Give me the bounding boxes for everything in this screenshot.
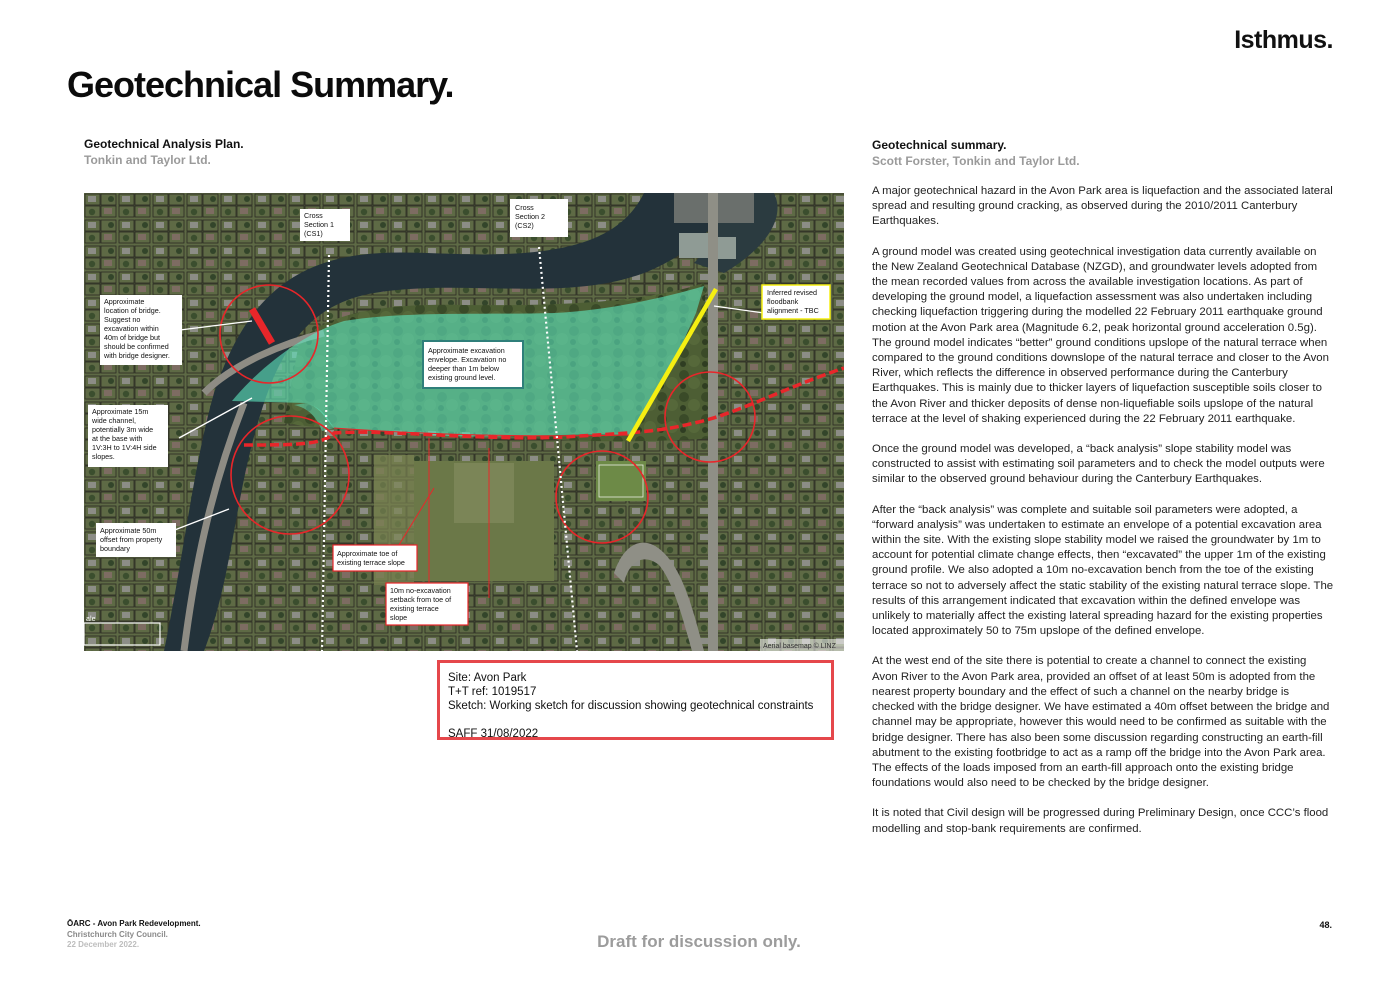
site-info-box — [437, 660, 834, 740]
sketch-date: SAFF 31/08/2022 — [448, 728, 539, 740]
svg-text:wide channel,: wide channel, — [92, 416, 136, 425]
svg-text:40m of bridge but: 40m of bridge but — [104, 333, 160, 342]
footer-date: 22 December 2022. — [67, 940, 140, 949]
summary-subtitle: Scott Forster, Tonkin and Taylor Ltd. — [872, 154, 1080, 168]
svg-text:floodbank: floodbank — [767, 297, 799, 306]
summary-paragraph: After the “back analysis” was complete and suitable soil parameters were adopted, a “forward analysis” was undertaken to estimate an envelope of a potential excavation area within the site. With the existing slope stability model we raised the groundwater by 1m to account for potential climate change effects, then “excavated” the upper 1m of the existing ground profile. We also adopted a 10m no-excavation bench from the toe of the existing terrace so not to adversely affect the static stability of the existing natural terrace slope. The results of this arrangement indicated that excavation within the defined envelope was unlikely to materially affect the existing lateral spreading hazard for the existing properties located approximately 50 to 75m upslope of the defined envelope. — [872, 503, 1334, 638]
summary-paragraph: At the west end of the site there is potential to create a channel to connect the existing Avon River to the Avon Park area, provided an offset of at least 50m is adopted from the nearest property boundary and the effect of such a channel on the nearby bridge is checked with the bridge designer. We have estimated a 40m offset between the bridge and channel may be appropriate, however this would need to be confirmed as suitable with the bridge designer. There has also been some discussion regarding constructing an earth-fill abutment to the existing footbridge to act as a ramp off the bridge into the Avon Park area. The effects of the loads imposed from an earth-fill approach onto the existing bridge foundations would also need to be checked by the bridge designer. — [872, 655, 1330, 790]
svg-text:Inferred revised: Inferred revised — [767, 288, 817, 297]
svg-text:(CS1): (CS1) — [304, 229, 323, 238]
analysis-plan-subtitle: Tonkin and Taylor Ltd. — [84, 153, 211, 167]
svg-text:Approximate toe of: Approximate toe of — [337, 549, 398, 558]
analysis-plan-title: Geotechnical Analysis Plan. — [84, 137, 244, 151]
offset-note — [96, 523, 176, 557]
svg-text:at the base with: at the base with — [92, 434, 143, 443]
svg-text:offset from property: offset from property — [100, 535, 163, 544]
sketch-description: Sketch: Working sketch for discussion showing geotechnical constraints — [448, 700, 814, 712]
svg-text:potentially 3m wide: potentially 3m wide — [92, 425, 154, 434]
footer-project: ŌARC - Avon Park Redevelopment. — [67, 919, 201, 928]
summary-paragraph: A ground model was created using geotechnical investigation data currently available on the New Zealand Geotechnical Database (NZGD), and groundwater levels adopted from the mean recorded values from across the available investigation locations. As part of developing the ground model, a liquefaction assessment was also undertaken including checking liquefaction triggering during the modelled 22 February 2011 earthquake ground motion at the Avon Park area (Magnitude 6.2, peak horizontal ground acceleration 0.5g). The ground model indicates “better” ground conditions upslope of the natural terrace when compared to the ground conditions downslope of the natural terrace and closer to the Avon River, which reflects the difference in observed performance during the Canterbury Earthquakes. This is mainly due to thicker layers of liquefaction susceptible soils closer to the Avon River and thicker deposits of dense non-liquefiable soils upslope of the natural terrace at the level of shaking experienced during the 22 February 2011 earthquake. — [872, 245, 1329, 425]
svg-text:slopes.: slopes. — [92, 452, 115, 461]
isthmus-logo: Isthmus. — [1234, 26, 1333, 54]
svg-text:slope: slope — [390, 613, 408, 622]
svg-text:Approximate: Approximate — [104, 297, 145, 306]
svg-text:(CS2): (CS2) — [515, 221, 534, 230]
summary-body — [872, 184, 1334, 852]
summary-paragraph: It is noted that Civil design will be progressed during Preliminary Design, once CCC’s flood modelling and stop-bank requirements are confirmed. — [872, 807, 1329, 835]
svg-text:envelope. Excavation no: envelope. Excavation no — [428, 355, 507, 364]
summary-title: Geotechnical summary. — [872, 138, 1007, 152]
svg-text:existing ground level.: existing ground level. — [428, 373, 496, 382]
svg-text:Cross: Cross — [304, 211, 323, 220]
site-name: Site: Avon Park — [448, 672, 527, 684]
channel-note — [88, 405, 168, 467]
tt-ref: T+T ref: 1019517 — [448, 686, 537, 698]
svg-text:location of bridge.: location of bridge. — [104, 306, 161, 315]
page-number: 48. — [1319, 920, 1332, 930]
bridge-note — [100, 295, 182, 365]
cross-section-2-label — [510, 199, 568, 237]
svg-text:alignment - TBC: alignment - TBC — [767, 306, 819, 315]
excavation-envelope-note — [423, 341, 523, 388]
page-title: Geotechnical Summary. — [67, 64, 454, 105]
svg-text:Approximate 50m: Approximate 50m — [100, 526, 157, 535]
svg-text:Approximate 15m: Approximate 15m — [92, 407, 149, 416]
svg-text:deeper than 1m below: deeper than 1m below — [428, 364, 500, 373]
svg-text:existing terrace: existing terrace — [390, 604, 439, 613]
svg-text:boundary: boundary — [100, 544, 130, 553]
terrace-toe-note — [333, 545, 417, 571]
svg-text:existing terrace slope: existing terrace slope — [337, 558, 405, 567]
svg-text:Approximate excavation: Approximate excavation — [428, 346, 505, 355]
svg-text:1V:3H to 1V:4H side: 1V:3H to 1V:4H side — [92, 443, 157, 452]
svg-text:Section 2: Section 2 — [515, 212, 545, 221]
cross-section-1-label — [300, 209, 350, 241]
summary-paragraph: Once the ground model was developed, a “back analysis” slope stability model was constructed to assist with estimating soil parameters and to check the model outputs were similar to the observed ground behaviour during the Canterbury Earthquakes. — [872, 443, 1325, 486]
floodbank-note — [762, 285, 830, 319]
analysis-plan-heading — [84, 136, 244, 168]
footer-client: Christchurch City Council. — [67, 929, 168, 939]
summary-paragraph: A major geotechnical hazard in the Avon Park area is liquefaction and the associated lateral spread and resulting ground cracking, as observed during the 2010/2011 Canterbury Earthquakes. — [872, 185, 1333, 228]
svg-text:Suggest no: Suggest no — [104, 315, 141, 324]
svg-text:setback from toe of: setback from toe of — [390, 595, 452, 604]
geotechnical-analysis-map — [84, 193, 844, 651]
summary-heading — [872, 137, 1080, 169]
svg-text:Section 1: Section 1 — [304, 220, 334, 229]
setback-note — [386, 583, 468, 625]
map-credit: Aerial basemap © LINZ — [763, 643, 836, 650]
draft-notice: Draft for discussion only. — [597, 932, 801, 951]
svg-text:10m no-excavation: 10m no-excavation — [390, 586, 451, 595]
svg-text:Cross: Cross — [515, 203, 534, 212]
svg-text:with bridge designer.: with bridge designer. — [104, 351, 170, 360]
svg-text:ale: ale — [86, 614, 96, 623]
svg-text:should be confirmed: should be confirmed — [104, 342, 169, 351]
svg-text:excavation within: excavation within — [104, 324, 159, 333]
